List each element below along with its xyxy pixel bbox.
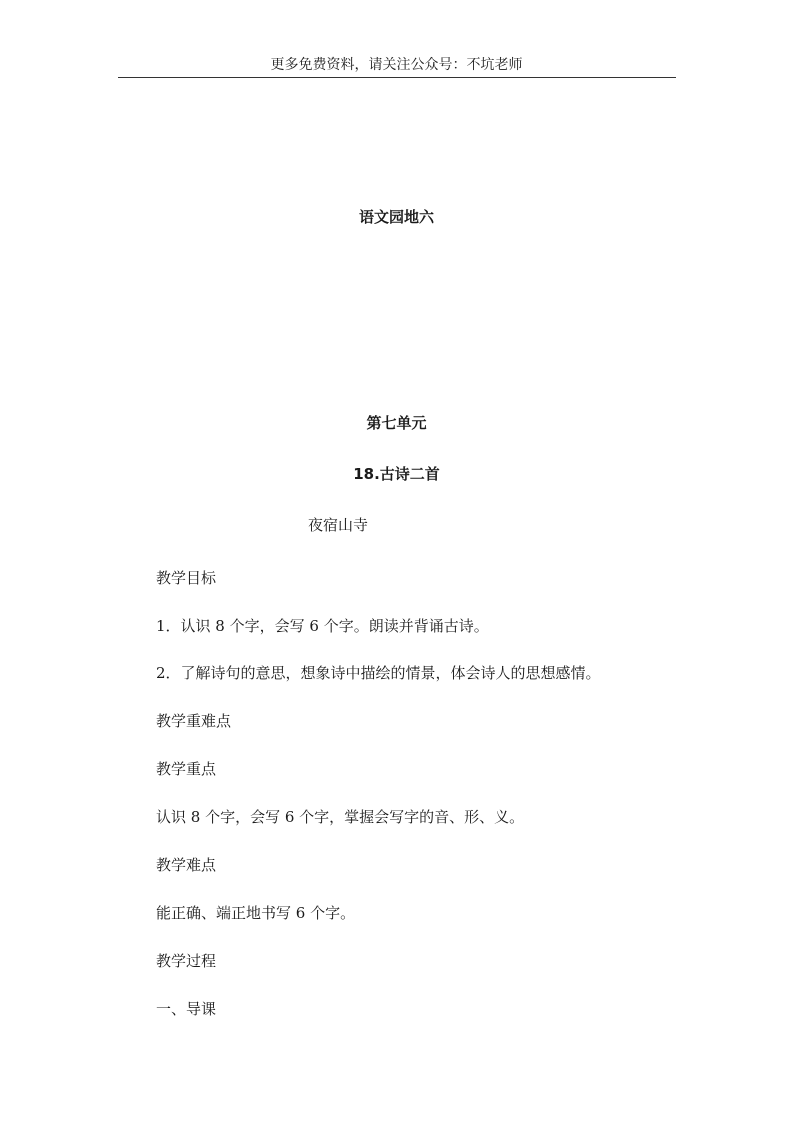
- unit-title: 第七单元: [366, 414, 427, 432]
- section-title-garden: 语文园地六: [358, 208, 434, 226]
- poem-title: 夜宿山寺: [308, 516, 369, 534]
- difficult-points-text: 能正确、端正地书写 6 个字。: [156, 904, 356, 922]
- heading-difficult-points: 教学难点: [156, 856, 217, 874]
- step-1-intro: 一、导课: [156, 1000, 217, 1018]
- goal-item-1: 1．认识 8 个字，会写 6 个字。朗读并背诵古诗。: [156, 617, 489, 635]
- heading-key-difficult-points: 教学重难点: [156, 712, 232, 730]
- heading-key-points: 教学重点: [156, 760, 217, 778]
- lesson-title: 18.古诗二首: [353, 465, 440, 483]
- heading-teaching-process: 教学过程: [156, 952, 217, 970]
- heading-teaching-goals: 教学目标: [156, 569, 217, 587]
- header-divider: [118, 77, 676, 78]
- key-points-text: 认识 8 个字，会写 6 个字，掌握会写字的音、形、义。: [156, 808, 525, 826]
- header-text: 更多免费资料，请关注公众号：不坑老师: [270, 57, 523, 73]
- goal-item-2: 2．了解诗句的意思，想象诗中描绘的情景，体会诗人的思想感情。: [156, 664, 601, 682]
